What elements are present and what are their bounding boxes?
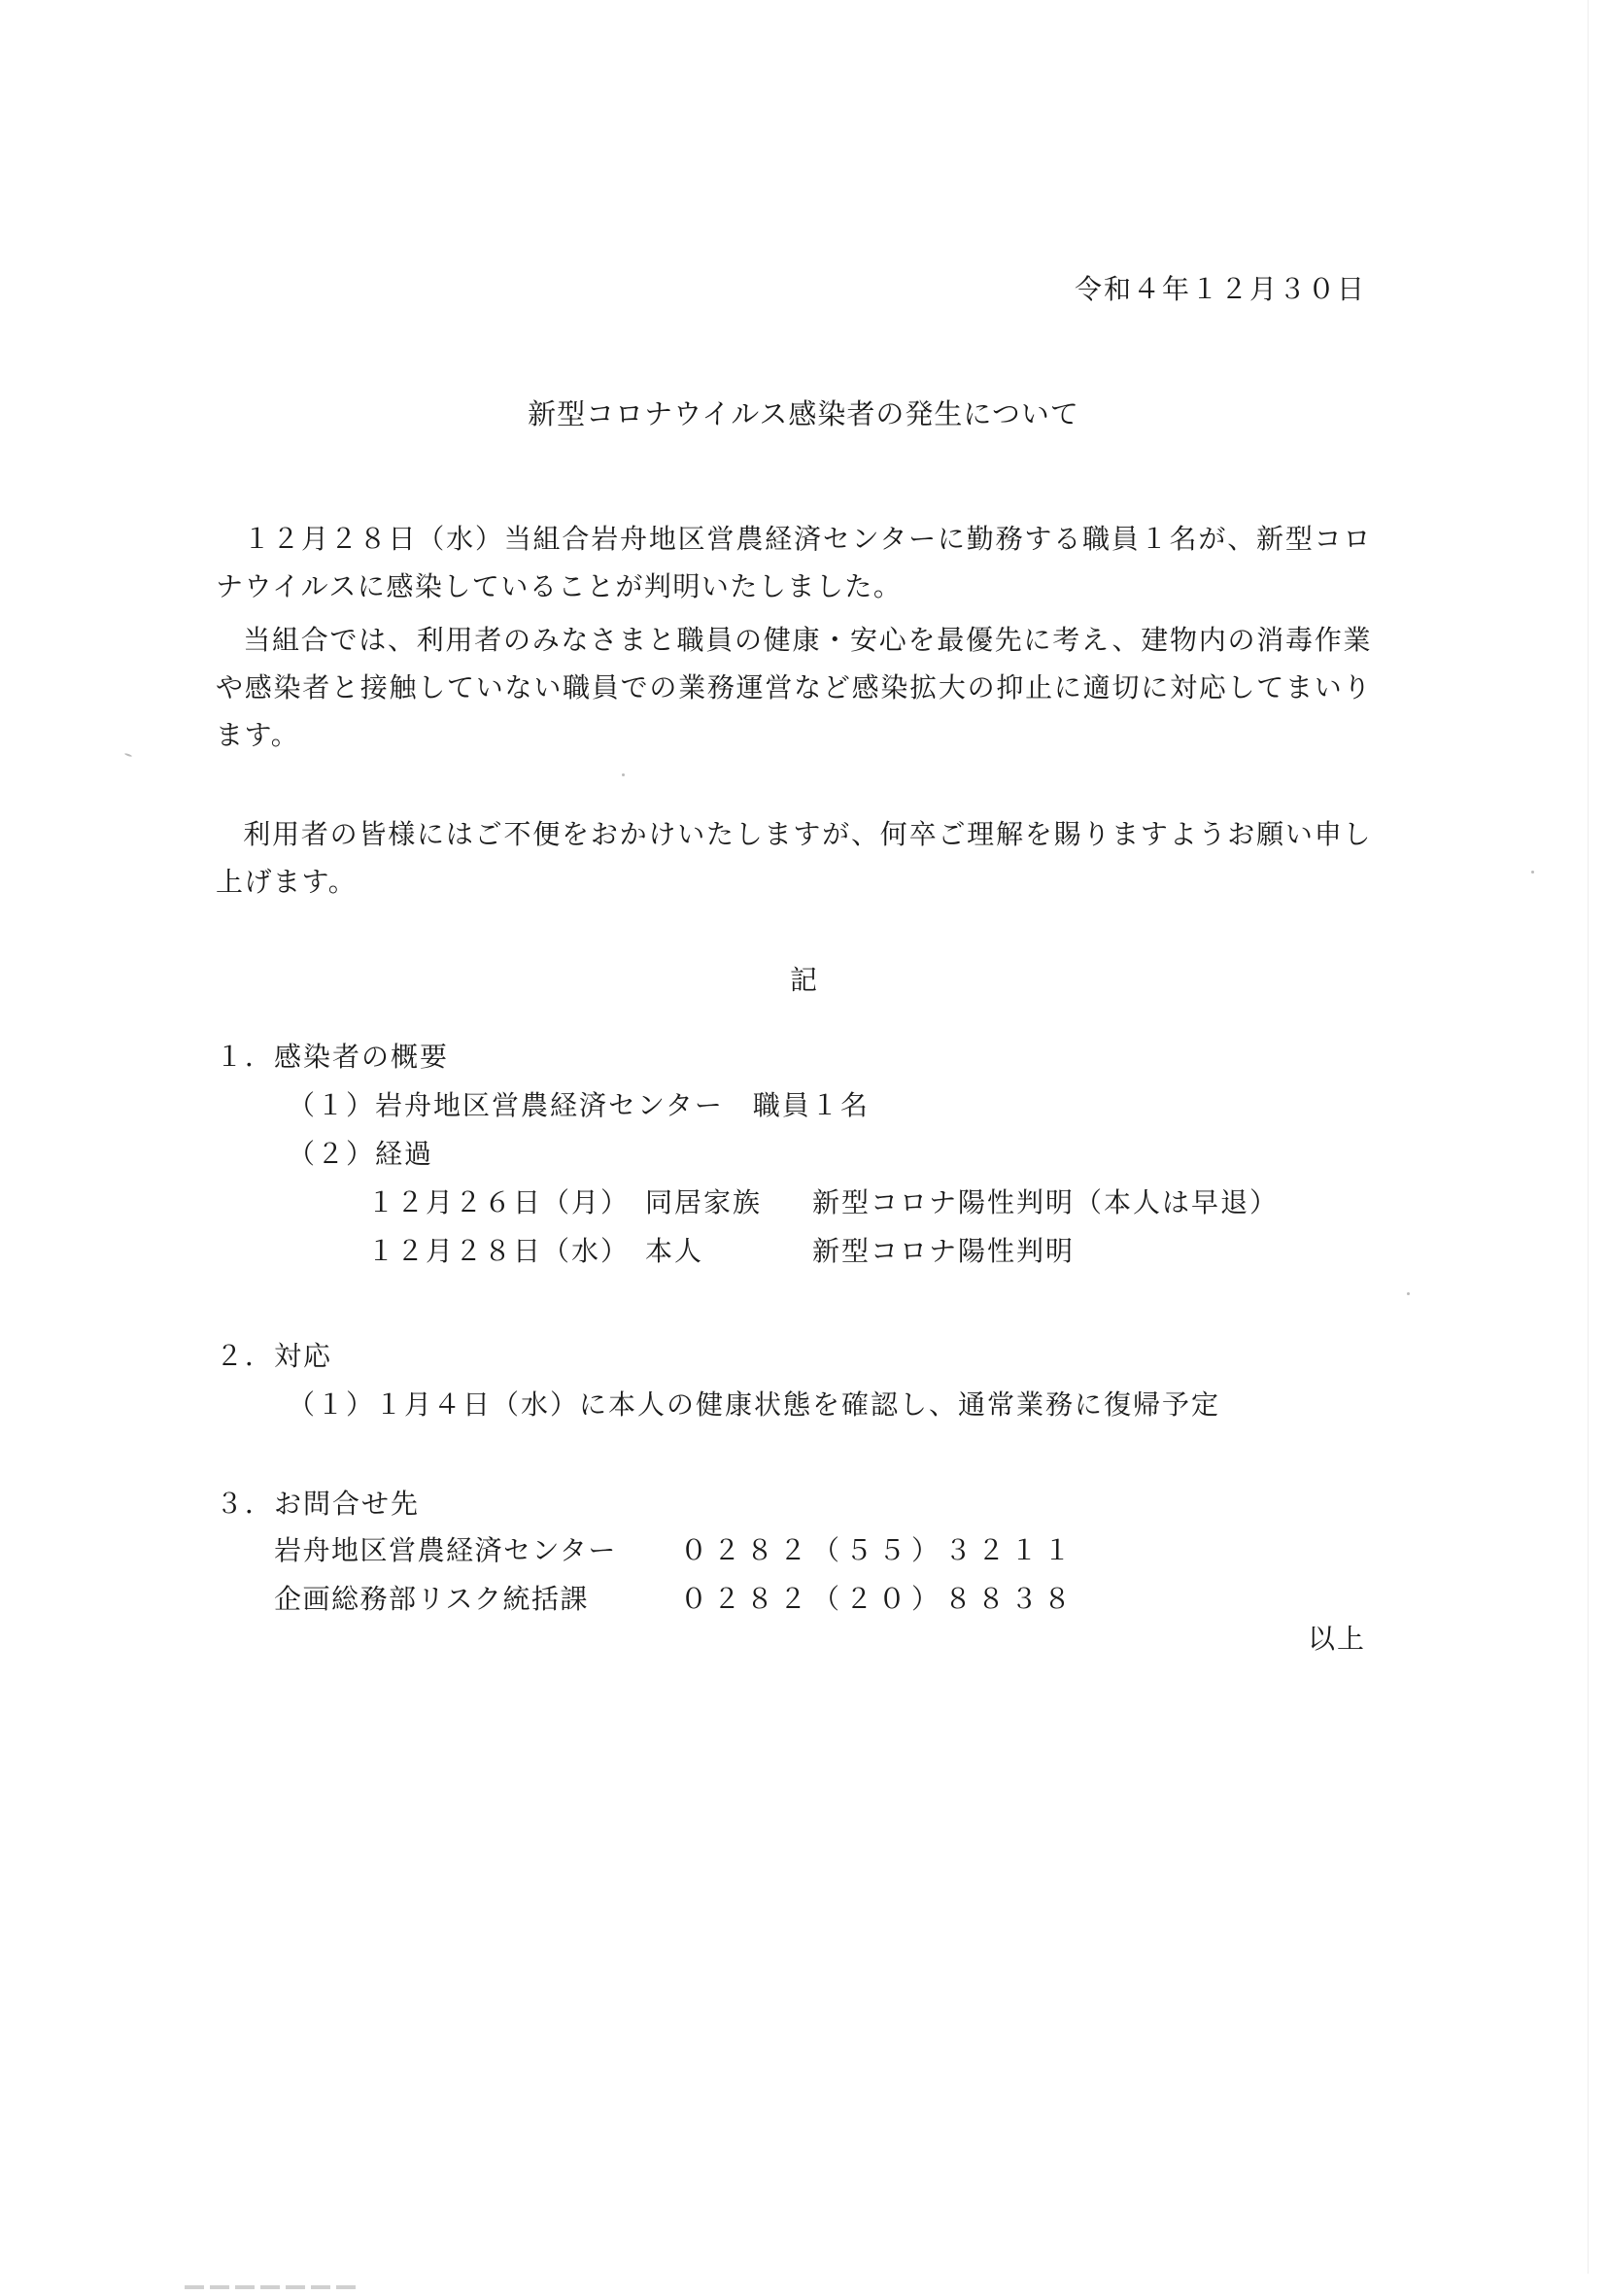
section-1-heading: １．感染者の概要 bbox=[216, 1041, 450, 1073]
contact-tel-1: ０２８２（５５）３２１１ bbox=[680, 1534, 1077, 1566]
contact-name-1: 岩舟地区営農経済センター bbox=[274, 1534, 617, 1566]
scan-speck bbox=[124, 753, 132, 758]
scan-speck bbox=[622, 773, 625, 776]
scan-bottom-marks bbox=[185, 2264, 515, 2272]
body-paragraph-2 bbox=[216, 616, 1372, 759]
body-paragraph-1 bbox=[216, 515, 1372, 610]
timeline-date-2: １２月２８日（水） bbox=[367, 1235, 631, 1267]
timeline-date-1: １２月２６日（月） bbox=[367, 1186, 631, 1218]
section-1-item-2: （２）経過 bbox=[288, 1138, 434, 1170]
section-2-heading: ２．対応 bbox=[216, 1340, 333, 1372]
section-3-heading: ３．お問合せ先 bbox=[216, 1488, 421, 1520]
timeline-who-1: 同居家族 bbox=[645, 1186, 763, 1218]
ki-marker: 記 bbox=[789, 964, 817, 996]
body-paragraph-3-text: 利用者の皆様にはご不便をおかけいたしますが、何卒ご理解を賜りますようお願い申し上げます。 bbox=[216, 818, 1372, 898]
timeline-what-1: 新型コロナ陽性判明（本人は早退） bbox=[812, 1186, 1280, 1218]
contact-name-2: 企画総務部リスク統括課 bbox=[274, 1583, 589, 1615]
document-date: 令和４年１２月３０日 bbox=[1074, 273, 1366, 305]
document-title: 新型コロナウイルス感染者の発生について bbox=[528, 397, 1079, 430]
section-2-item-1: （１）１月４日（水）に本人の健康状態を確認し、通常業務に復帰予定 bbox=[288, 1388, 1221, 1421]
body-paragraph-1-text: １２月２８日（水）当組合岩舟地区営農経済センターに勤務する職員１名が、新型コロナウイルスに感染していることが判明いたしました。 bbox=[216, 523, 1372, 602]
timeline-who-2: 本人 bbox=[645, 1235, 704, 1267]
closing-ijo: 以上 bbox=[1307, 1623, 1366, 1655]
scan-speck bbox=[1531, 871, 1534, 874]
body-paragraph-3 bbox=[216, 810, 1372, 906]
scan-edge bbox=[1588, 0, 1589, 2274]
timeline-what-2: 新型コロナ陽性判明 bbox=[812, 1235, 1076, 1267]
contact-tel-2: ０２８２（２０）８８３８ bbox=[680, 1583, 1077, 1615]
scan-speck bbox=[1407, 1292, 1410, 1295]
section-1-item-1: （１）岩舟地区営農経済センター 職員１名 bbox=[288, 1089, 870, 1121]
body-paragraph-2-text: 当組合では、利用者のみなさまと職員の健康・安心を最優先に考え、建物内の消毒作業や感染者と接触していない職員での業務運営など感染拡大の抑止に適切に対応してまいります。 bbox=[216, 624, 1372, 751]
